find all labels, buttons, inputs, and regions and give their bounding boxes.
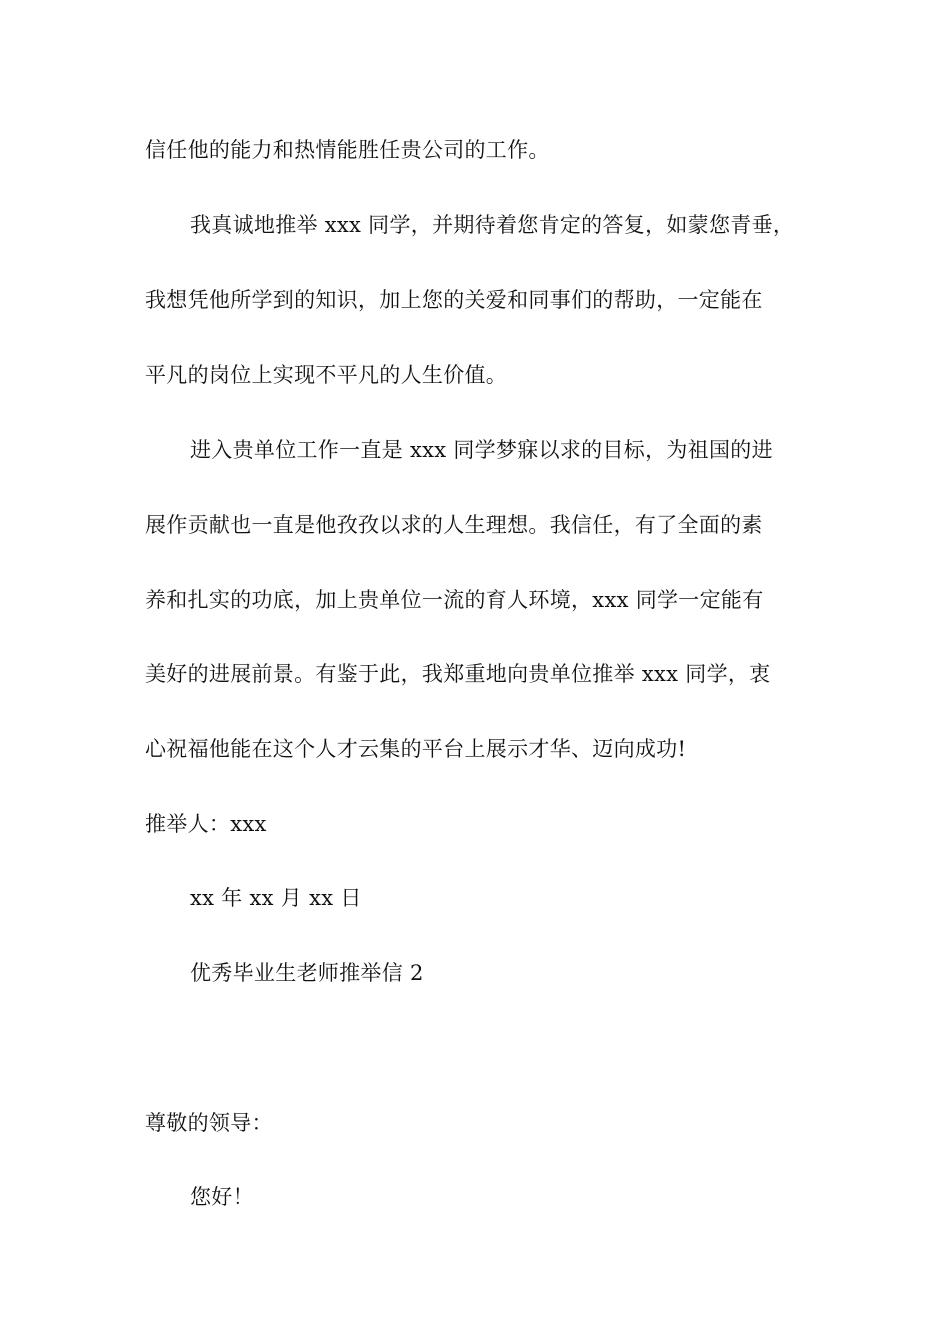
salutation: 尊敬的领导： — [145, 1111, 273, 1135]
paragraph-line-3: 我想凭他所学到的知识，加上您的关爱和同事们的帮助，一定能在 — [145, 288, 763, 312]
paragraph-line-7: 养和扎实的功底，加上贵单位一流的育人环境，xxx 同学一定能有 — [145, 588, 764, 612]
signature-date: xx 年 xx 月 xx 日 — [190, 886, 362, 910]
paragraph-line-2: 我真诚地推举 xxx 同学，并期待着您肯定的答复，如蒙您青垂， — [190, 213, 795, 237]
signature-recommender: 推举人：xxx — [145, 812, 267, 836]
paragraph-line-9: 心祝福他能在这个人才云集的平台上展示才华、迈向成功! — [145, 737, 687, 761]
paragraph-line-4: 平凡的岗位上实现不平凡的人生价值。 — [145, 363, 508, 387]
paragraph-line-1: 信任他的能力和热情能胜任贵公司的工作。 — [145, 138, 550, 162]
paragraph-line-8: 美好的进展前景。有鉴于此，我郑重地向贵单位推举 xxx 同学，衷 — [145, 662, 771, 686]
paragraph-line-5: 进入贵单位工作一直是 xxx 同学梦寐以求的目标，为祖国的进 — [190, 438, 773, 462]
paragraph-line-6: 展作贡献也一直是他孜孜以求的人生理想。我信任，有了全面的素 — [145, 513, 763, 537]
greeting: 您好！ — [190, 1185, 254, 1209]
letter-title: 优秀毕业生老师推举信 2 — [190, 961, 424, 985]
